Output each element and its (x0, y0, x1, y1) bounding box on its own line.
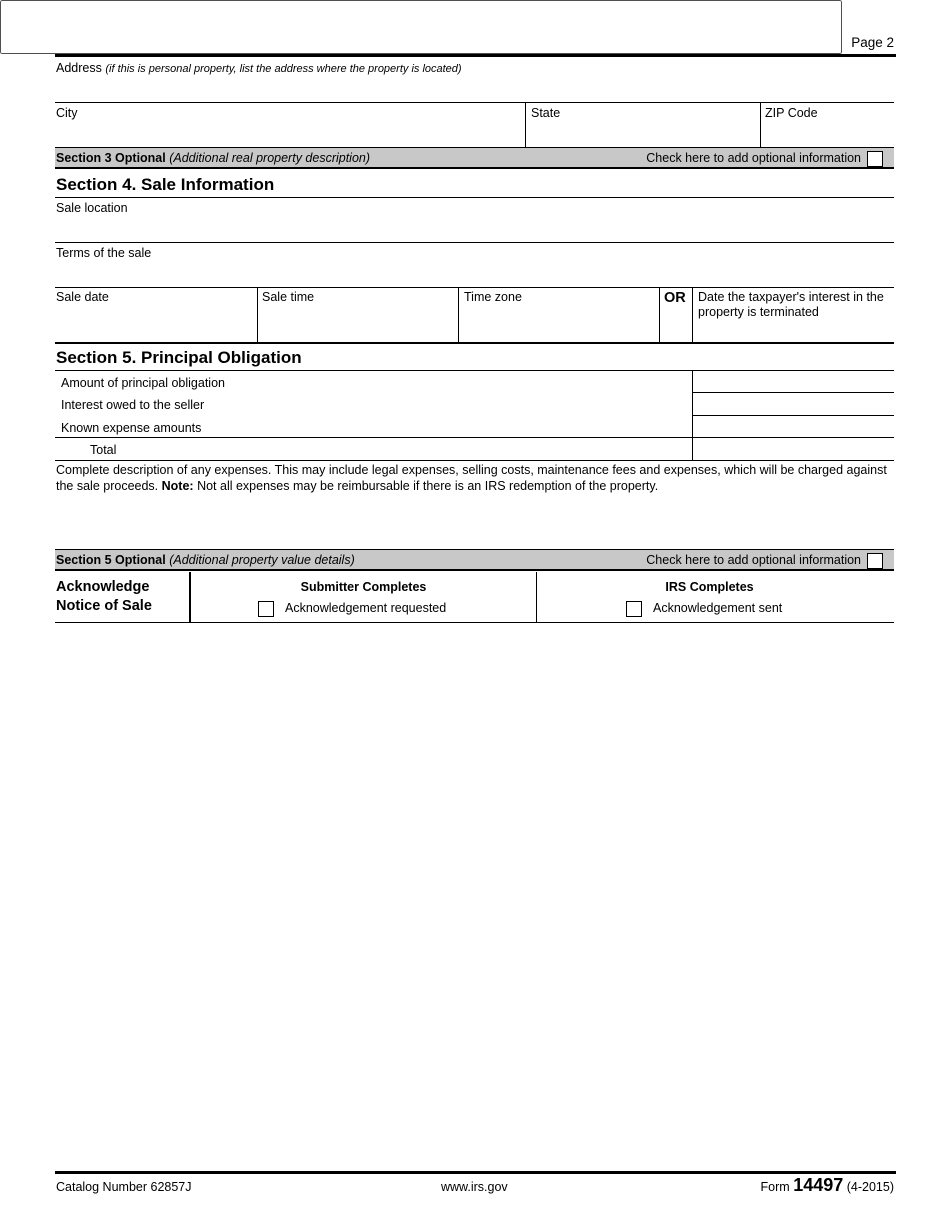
principal-row-rule (692, 392, 894, 393)
expense-row-rule (55, 437, 894, 438)
header-rule (55, 54, 896, 57)
section5-title: Section 5. Principal Obligation (56, 348, 302, 367)
irs-heading: IRS Completes (665, 580, 754, 594)
sale-time-label: Sale time (262, 290, 315, 304)
city-state-divider (525, 102, 526, 147)
form-revision: (4-2015) (846, 1180, 894, 1194)
section3-optional-title-text: Section 3 Optional (56, 151, 166, 165)
total-input[interactable] (697, 440, 892, 458)
expenses-description-input[interactable] (0, 0, 842, 54)
sale-location-input[interactable] (56, 219, 892, 239)
principal-obligation-input[interactable] (697, 373, 892, 391)
expenses-description-text: Complete description of any expenses. This may include legal expenses, selling costs, maintenance fees and expenses, which will be charged against the sale proceeds. (56, 463, 887, 493)
state-input[interactable] (531, 124, 757, 144)
sale-time-input[interactable] (262, 314, 454, 336)
form-number: 14497 (793, 1175, 844, 1195)
section4-title: Section 4. Sale Information (56, 175, 275, 194)
or-divider (692, 287, 693, 342)
section3-optional-check-label: Check here to add optional information (646, 151, 861, 165)
address-label (56, 61, 462, 75)
section5-optional-subtitle: (Additional property value details) (169, 553, 355, 567)
zip-label: ZIP Code (765, 106, 818, 120)
form-identifier (761, 1175, 894, 1196)
terms-input[interactable] (56, 264, 892, 284)
address-rule (55, 102, 894, 103)
sale-date-label: Sale date (56, 290, 109, 304)
address-label-text: Address (56, 61, 102, 75)
section4-bottom-rule (55, 342, 894, 344)
page-number: Page 2 (851, 35, 894, 50)
section3-optional-band (55, 147, 894, 169)
or-label: OR (664, 290, 686, 306)
principal-obligation-label: Amount of principal obligation (61, 376, 225, 390)
expenses-note-label: Note: (161, 478, 194, 493)
section5-optional-checkbox[interactable] (867, 553, 883, 569)
catalog-number: Catalog Number 62857J (56, 1180, 192, 1194)
form-prefix: Form (760, 1180, 790, 1194)
section3-optional-title (56, 151, 370, 165)
expense-amounts-input[interactable] (697, 418, 892, 436)
zip-input[interactable] (765, 124, 892, 144)
interest-owed-label: Interest owed to the seller (61, 398, 205, 412)
date-terminated-input[interactable] (698, 322, 892, 340)
total-label: Total (90, 443, 117, 457)
state-zip-divider (760, 102, 761, 147)
expense-amounts-label: Known expense amounts (61, 421, 202, 435)
acknowledgement-requested-label: Acknowledgement requested (285, 601, 447, 615)
total-row-rule (55, 460, 894, 461)
footer-rule (55, 1171, 896, 1174)
acknowledgement-sent-checkbox[interactable] (626, 601, 642, 617)
section3-optional-checkbox[interactable] (867, 151, 883, 167)
acknowledge-title-line1: Acknowledge (56, 579, 150, 595)
time-zone-divider (659, 287, 660, 342)
acknowledge-title (56, 578, 152, 616)
section3-optional-subtitle: (Additional real property description) (169, 151, 371, 165)
terms-label: Terms of the sale (56, 246, 152, 260)
acknowledgement-requested-checkbox[interactable] (258, 601, 274, 617)
time-zone-input[interactable] (464, 314, 655, 336)
section5-optional-band (55, 549, 894, 571)
state-label: State (531, 106, 561, 120)
expenses-note-text: Not all expenses may be reimbursable if there is an IRS redemption of the property. (197, 478, 659, 493)
sale-location-rule (55, 242, 894, 243)
interest-owed-input[interactable] (697, 395, 892, 413)
section5-optional-title-text: Section 5 Optional (56, 553, 166, 567)
date-terminated-label: Date the taxpayer's interest in the property is terminated (698, 290, 884, 319)
interest-row-rule (692, 415, 894, 416)
sale-location-label: Sale location (56, 201, 128, 215)
section4-title-rule (55, 197, 894, 198)
section5-optional-title (56, 553, 355, 567)
irs-website-link[interactable]: www.irs.gov (441, 1180, 508, 1194)
terms-rule (55, 287, 894, 288)
submitter-heading: Submitter Completes (300, 580, 427, 594)
acknowledge-bottom-rule (55, 622, 894, 623)
city-label: City (56, 106, 78, 120)
section5-title-rule (55, 370, 894, 371)
expenses-description (56, 463, 894, 494)
address-input[interactable] (56, 80, 892, 100)
section5-optional-check-label: Check here to add optional information (646, 553, 861, 567)
city-input[interactable] (56, 124, 522, 144)
address-note: (if this is personal property, list the address where the property is located) (105, 63, 462, 75)
acknowledgement-sent-label: Acknowledgement sent (653, 601, 783, 615)
sale-date-divider (257, 287, 258, 342)
sale-time-divider (458, 287, 459, 342)
acknowledge-title-line2: Notice of Sale (56, 598, 152, 614)
time-zone-label: Time zone (464, 290, 522, 304)
sale-date-input[interactable] (56, 314, 254, 336)
